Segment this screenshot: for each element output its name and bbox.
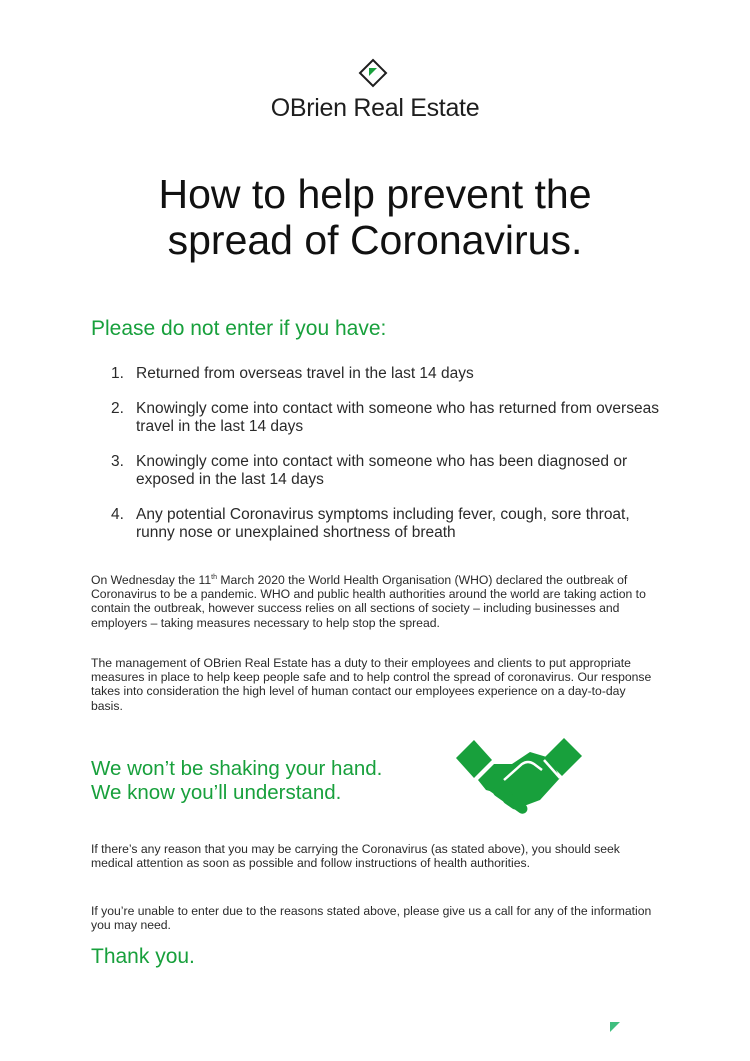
list-text: Knowingly come into contact with someone who has been diagnosed or exposed in the last 14 days: [136, 453, 628, 488]
corner-logo-mark-icon: [610, 1022, 622, 1034]
paragraph-medical-advice: If there’s any reason that you may be carrying the Coronavirus (as stated above), you should seek medical attention as soon as possible and follow instructions of health authorities.: [91, 842, 620, 871]
ordinal-suffix: th: [211, 573, 217, 581]
handshake-icon: [452, 734, 584, 816]
page-title: [0, 171, 750, 263]
diamond-logo-icon: [358, 58, 388, 88]
list-number: 3.: [111, 453, 124, 470]
list-text: Any potential Coronavirus symptoms including fever, cough, sore throat, runny nose or unexplained shortness of breath: [136, 506, 630, 541]
list-text: Returned from overseas travel in the last 14 days: [136, 365, 474, 382]
list-item: [111, 453, 671, 489]
list-text: Knowingly come into contact with someone who has returned from overseas travel in the last 14 days: [136, 400, 659, 435]
title-line-2: spread of Coronavirus.: [167, 217, 583, 263]
slogan: [91, 757, 382, 805]
list-item: [111, 506, 671, 542]
title-line-1: How to help prevent the: [158, 171, 592, 217]
closing-thank-you: Thank you.: [91, 945, 195, 968]
paragraph-call-us: If you’re unable to enter due to the reasons stated above, please give us a call for any of the information you may need.: [91, 904, 652, 933]
slogan-line-2: We know you’ll understand.: [91, 781, 342, 804]
para1-rest: March 2020 the World Health Organisation (WHO) declared the outbreak of Coronavirus to be a pandemic. WHO and public health authorities around the world are taking action to contain the outbreak, however success relies on all sections of society – including businesses and employers – taking measures necessary to help stop the spread.: [91, 573, 646, 630]
paragraph-who-declaration: [91, 573, 656, 630]
list-number: 4.: [111, 506, 124, 523]
brand-name: OBrien Real Estate: [270, 94, 480, 122]
notice-heading: Please do not enter if you have:: [91, 317, 387, 340]
list-item: [111, 400, 671, 436]
list-number: 2.: [111, 400, 124, 417]
list-number: 1.: [111, 365, 124, 382]
list-item: [111, 365, 671, 383]
para1-start: On Wednesday the 11: [91, 573, 212, 587]
paragraph-management-duty: The management of OBrien Real Estate has a duty to their employees and clients to put appropriate measures in place to help keep people safe and to help control the spread of coronavirus. Our response takes into consideration the high level of human contact our employees experience on a day-to-day basis.: [91, 656, 652, 713]
slogan-line-1: We won’t be shaking your hand.: [91, 757, 383, 780]
